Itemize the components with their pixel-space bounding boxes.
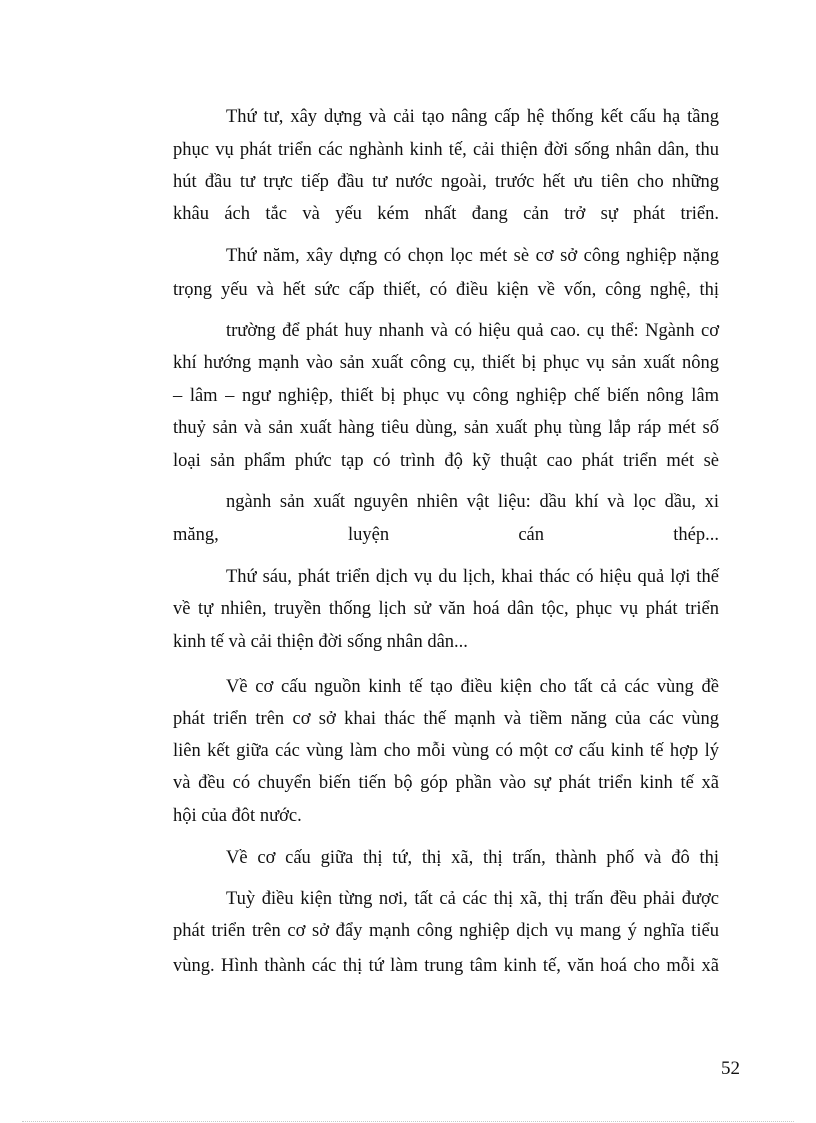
text-line: loại sản phẩm phức tạp có trình độ kỹ thuật cao phát triển mét sè <box>173 451 719 471</box>
footer-divider <box>22 1121 794 1122</box>
text-line: Thứ sáu, phát triển dịch vụ du lịch, khai thác có hiệu quả lợi thế <box>226 567 719 587</box>
text-line: liên kết giữa các vùng làm cho mỗi vùng có một cơ cấu kinh tế hợp lý <box>173 741 719 761</box>
text-line: Về cơ cấu nguồn kinh tế tạo điều kiện cho tất cả các vùng đề <box>226 677 719 697</box>
text-line: phát triển trên cơ sở khai thác thế mạnh và tiềm năng của các vùng <box>173 709 719 729</box>
text-line: – lâm – ngư nghiệp, thiết bị phục vụ công nghiệp chế biến nông lâm <box>173 386 719 406</box>
text-line: thuỷ sản và sản xuất hàng tiêu dùng, sản xuất phụ tùng lắp ráp mét số <box>173 418 719 438</box>
text-line: khí hướng mạnh vào sản xuất công cụ, thiết bị phục vụ sản xuất nông <box>173 353 719 373</box>
text-line: phục vụ phát triển các nghành kinh tế, cải thiện đời sống nhân dân, thu <box>173 140 719 160</box>
text-line: Về cơ cấu giữa thị tứ, thị xã, thị trấn, thành phố và đô thị <box>226 848 719 868</box>
text-line: vùng. Hình thành các thị tứ làm trung tâm kinh tế, văn hoá cho mỗi xã <box>173 956 719 976</box>
text-line: kinh tế và cải thiện đời sống nhân dân... <box>173 632 468 652</box>
text-line: khâu ách tắc và yếu kém nhất đang cản trở sự phát triển. <box>173 204 719 224</box>
text-line: Thứ tư, xây dựng và cải tạo nâng cấp hệ thống kết cấu hạ tầng <box>226 107 719 127</box>
page-number: 52 <box>721 1058 740 1079</box>
text-line: về tự nhiên, truyền thống lịch sử văn hoá dân tộc, phục vụ phát triển <box>173 599 719 619</box>
text-line: trọng yếu và hết sức cấp thiết, có điều kiện về vốn, công nghệ, thị <box>173 280 719 300</box>
text-line: trường để phát huy nhanh và có hiệu quả cao. cụ thể: Ngành cơ <box>226 321 719 341</box>
text-line: Tuỳ điều kiện từng nơi, tất cả các thị xã, thị trấn đều phải được <box>226 889 719 909</box>
text-line: Thứ năm, xây dựng có chọn lọc mét sè cơ sở công nghiệp nặng <box>226 246 719 266</box>
text-line: hút đầu tư trực tiếp đầu tư nước ngoài, trước hết ưu tiên cho những <box>173 172 719 192</box>
text-line: phát triển trên cơ sở đẩy mạnh công nghiệp dịch vụ mang ý nghĩa tiểu <box>173 921 719 941</box>
text-line: hội của đôt nước. <box>173 806 302 826</box>
text-line: măng, luyện cán thép... <box>173 525 719 545</box>
text-line: và đều có chuyển biến tiến bộ góp phần vào sự phát triển kinh tế xã <box>173 773 719 793</box>
text-line: ngành sản xuất nguyên nhiên vật liệu: dầu khí và lọc dầu, xi <box>226 492 719 512</box>
